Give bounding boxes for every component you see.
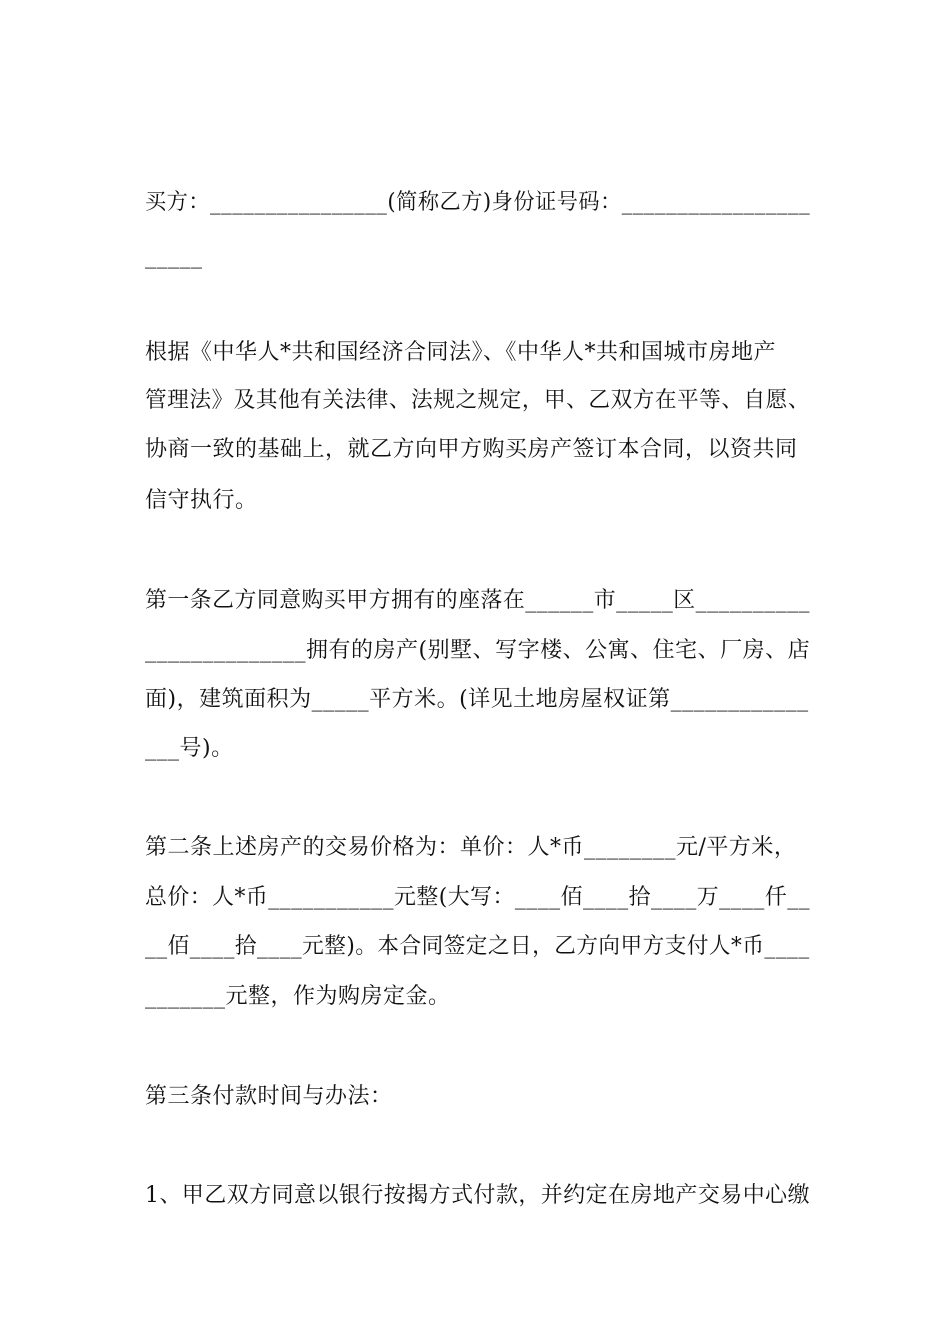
article1-line-2: ______________拥有的房产(别墅、写字楼、公寓、住宅、厂房、店	[145, 638, 811, 663]
article1-line-4: ___号)。	[145, 736, 234, 761]
preamble-line-2: 管理法》及其他有关法律、法规之规定，甲、乙双方在平等、自愿、	[145, 388, 811, 413]
article1-line-3: 面)，建筑面积为_____平方米。(详见土地房屋权证第____________	[145, 687, 809, 712]
article3-heading: 第三条付款时间与办法：	[145, 1084, 393, 1109]
preamble-line-1: 根据《中华人*共和国经济合同法》、《中华人*共和国城市房地产	[145, 340, 777, 365]
article2-line-3: __佰____拾____元整)。本合同签定之日，乙方向甲方支付人*币____	[145, 934, 810, 959]
article2-line-2: 总价：人*币___________元整(大写：____佰____拾____万____仟__	[145, 885, 811, 910]
article2-line-4: _______元整，作为购房定金。	[145, 984, 451, 1009]
clause1-line-1: 1、甲乙双方同意以银行按揭方式付款，并约定在房地产交易中心缴	[145, 1183, 810, 1208]
preamble-line-3: 协商一致的基础上，就乙方向甲方购买房产签订本合同，以资共同	[145, 437, 798, 462]
preamble-line-4: 信守执行。	[145, 488, 258, 513]
article2-line-1: 第二条上述房产的交易价格为：单价：人*币________元/平方米，	[145, 835, 797, 860]
buyer-line-1: 买方：________________(简称乙方)身份证号码：_________________	[145, 190, 811, 215]
buyer-line-2: _____	[145, 244, 203, 269]
article1-line-1: 第一条乙方同意购买甲方拥有的座落在______市_____区__________	[145, 588, 811, 613]
